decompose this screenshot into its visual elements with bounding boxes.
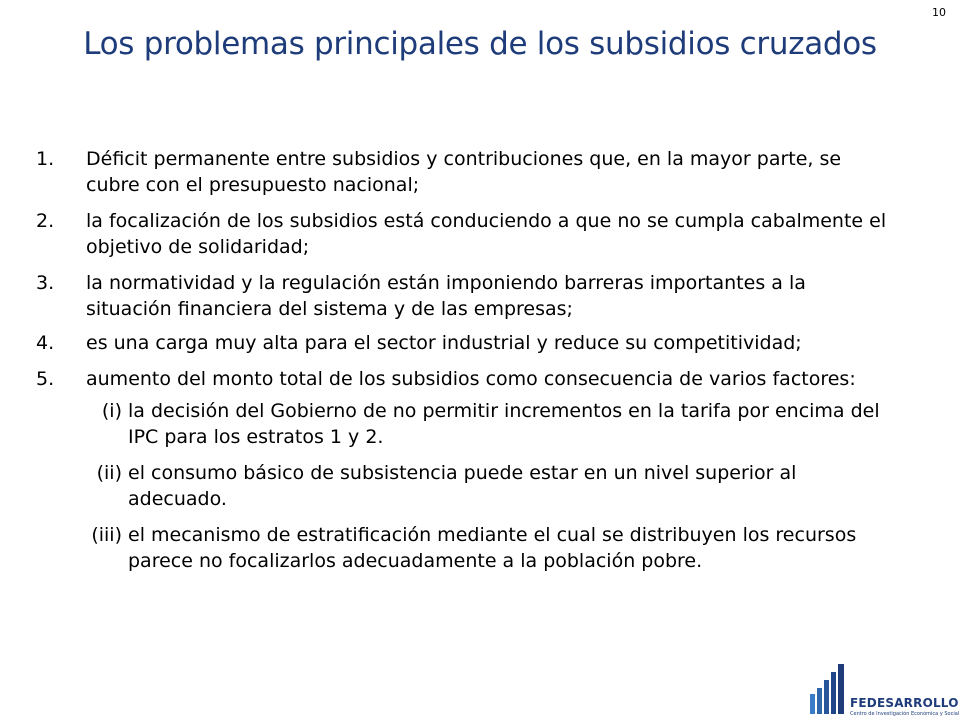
list-item-text: la normatividad y la regulación están imponiendo barreras importantes a la situación financiera del sistema y de las empresas;: [86, 272, 806, 320]
list-item-text: aumento del monto total de los subsidios como consecuencia de varios factores:: [86, 368, 856, 390]
sub-list-item: [72, 460, 896, 512]
list-item-number: 1.: [36, 148, 55, 170]
sub-list-item-number: (ii): [96, 462, 122, 484]
list-item: [36, 366, 896, 574]
slide-title: Los problemas principales de los subsidios cruzados: [83, 26, 877, 62]
logo-tagline: Centro de Investigación Económica y Social: [850, 711, 960, 717]
list-item-text: Déficit permanente entre subsidios y contribuciones que, en la mayor parte, se cubre con el presupuesto nacional;: [86, 148, 842, 196]
list-item: [36, 330, 896, 356]
list-item: [36, 270, 896, 322]
sub-list-item-number: (i): [101, 400, 122, 422]
sub-list-item-number: (iii): [91, 524, 122, 546]
list-item-number: 3.: [36, 272, 55, 294]
list-item: [36, 146, 896, 198]
sub-list-item-text: el mecanismo de estratificación mediante el cual se distribuyen los recursos parece no focalizarlos adecuadamente a la población pobre.: [128, 524, 857, 572]
list-item: [36, 208, 896, 260]
list-item-number: 5.: [36, 368, 55, 390]
sub-list-item-text: el consumo básico de subsistencia puede estar en un nivel superior al adecuado.: [128, 462, 797, 510]
bar-chart-logo-icon: [808, 664, 848, 714]
list-item-text: es una carga muy alta para el sector industrial y reduce su competitividad;: [86, 332, 802, 354]
logo-name: FEDESARROLLO: [850, 696, 959, 710]
sub-list-item-text: la decisión del Gobierno de no permitir incrementos en la tarifa por encima del IPC para los estratos 1 y 2.: [128, 400, 880, 448]
list-item-text: la focalización de los subsidios está conduciendo a que no se cumpla cabalmente el objetivo de solidaridad;: [86, 210, 887, 258]
sub-list-item: [72, 522, 896, 574]
page-number: 10: [932, 6, 946, 19]
list-item-number: 2.: [36, 210, 55, 232]
sub-list-item: [72, 398, 896, 450]
list-item-number: 4.: [36, 332, 55, 354]
problem-list: [36, 146, 896, 584]
fedesarrollo-logo: [808, 664, 960, 718]
sub-list: [72, 398, 896, 574]
